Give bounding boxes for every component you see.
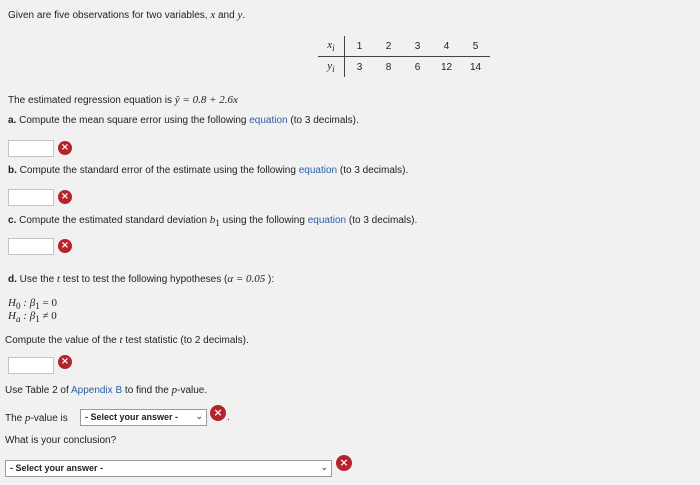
- p-value-period: .: [227, 412, 230, 423]
- y-value: 6: [414, 61, 421, 73]
- y-value: 3: [356, 61, 363, 73]
- incorrect-icon: ×: [210, 405, 226, 421]
- p-value-select[interactable]: - Select your answer - ⌄: [80, 409, 207, 426]
- regression-equation-text: The estimated regression equation is ŷ = 0.8 + 2.6x: [8, 94, 238, 106]
- equation-link-b[interactable]: equation: [298, 165, 338, 176]
- intro-text: Given are five observations for two variables, x and y.: [8, 9, 246, 21]
- incorrect-icon: ×: [58, 239, 72, 253]
- x-value: 2: [374, 36, 403, 57]
- t-statistic-prompt: Compute the value of the t test statistic (to 2 decimals).: [5, 334, 249, 346]
- chevron-down-icon: ⌄: [320, 463, 328, 473]
- observation-table: [318, 36, 490, 77]
- part-a-prompt: a. Compute the mean square error using the following equation (to 3 decimals).: [8, 115, 359, 126]
- x-value: 5: [461, 36, 490, 57]
- conclusion-question: What is your conclusion?: [5, 435, 117, 446]
- incorrect-icon: ×: [336, 455, 352, 471]
- x-value: 4: [432, 36, 461, 57]
- table-row-x: [318, 36, 490, 57]
- standard-error-input[interactable]: [8, 189, 54, 206]
- part-d-prompt: d. Use the t test to test the following hypotheses (α = 0.05 ):: [8, 273, 275, 285]
- incorrect-icon: ×: [58, 190, 72, 204]
- appendix-b-link[interactable]: Appendix B: [70, 385, 123, 396]
- table-row-y: [318, 57, 490, 78]
- equation-link-a[interactable]: equation: [249, 115, 288, 126]
- x-header: $x_i$: [318, 36, 345, 57]
- part-b-prompt: b. Compute the standard error of the estimate using the following equation (to 3 decimals).: [8, 165, 409, 176]
- x-value: 3: [403, 36, 432, 57]
- sb1-input[interactable]: [8, 238, 54, 255]
- part-c-prompt: c. Compute the estimated standard deviation $b_1$ using the following equation (to 3 decimals).: [8, 214, 418, 229]
- equation-link-c[interactable]: equation: [307, 215, 347, 226]
- x-value: 1: [345, 36, 375, 57]
- null-hypothesis: $H_0$ : $\beta_1 = 0$: [8, 297, 57, 312]
- t-statistic-input[interactable]: [8, 357, 54, 374]
- y-value: 14: [469, 61, 482, 73]
- y-value: 8: [385, 61, 392, 73]
- conclusion-select[interactable]: - Select your answer - ⌄: [5, 460, 332, 477]
- regression-equation: ŷ = 0.8 + 2.6x: [174, 94, 238, 106]
- mse-input[interactable]: [8, 140, 54, 157]
- p-value-instruction: Use Table 2 of Appendix B to find the p-value.: [5, 384, 208, 396]
- incorrect-icon: ×: [58, 355, 72, 369]
- alternative-hypothesis: $H_a$ : $\beta_1 \ne 0$: [8, 310, 57, 325]
- p-value-label: The p-value is: [5, 412, 68, 424]
- incorrect-icon: ×: [58, 141, 72, 155]
- y-value: 12: [440, 61, 453, 73]
- chevron-down-icon: ⌄: [195, 412, 203, 422]
- y-header: $y_i$: [318, 57, 345, 78]
